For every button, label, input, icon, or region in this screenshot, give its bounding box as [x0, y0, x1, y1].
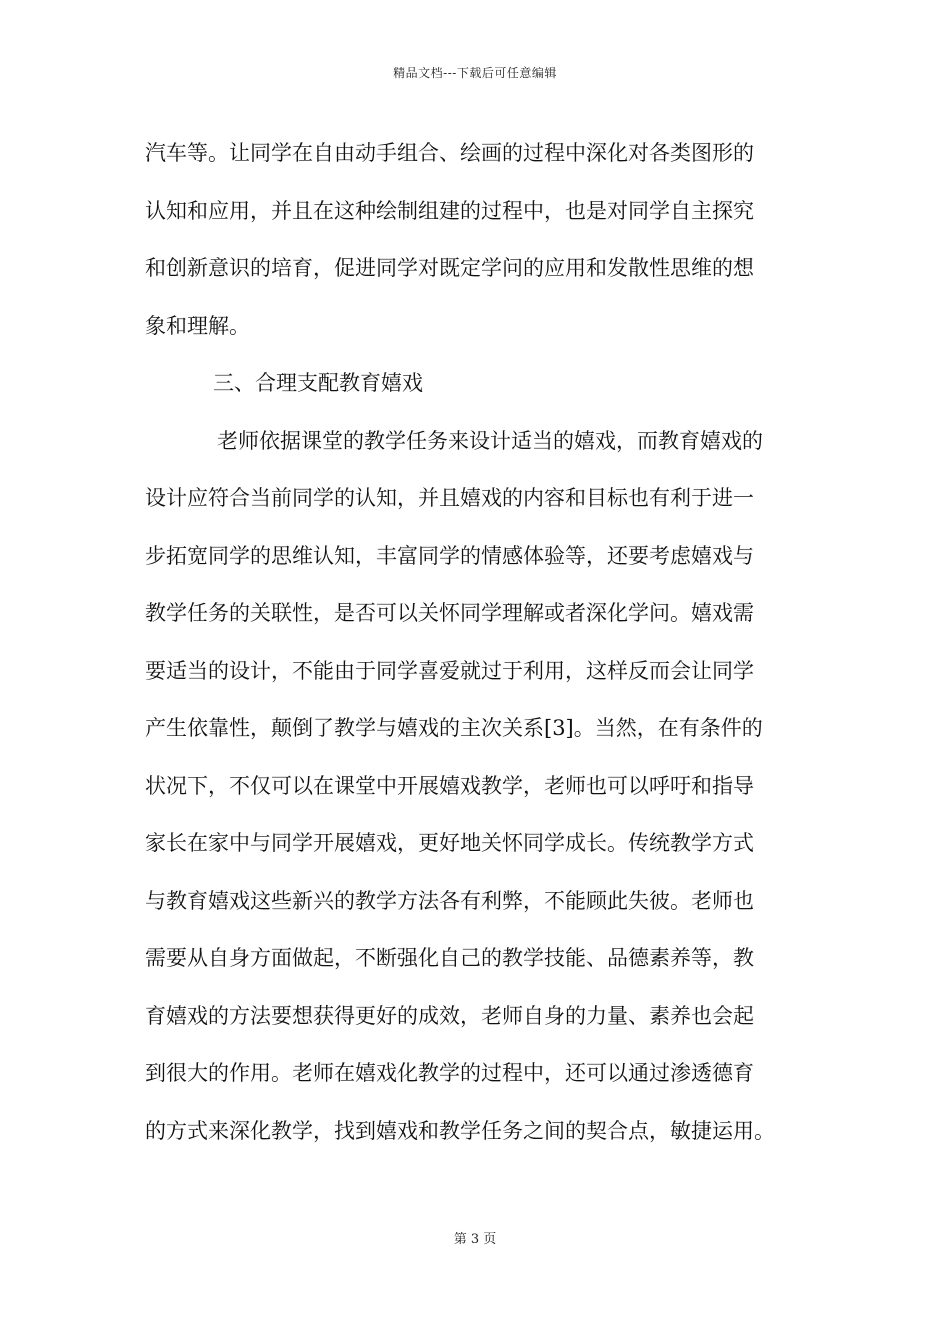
body-line: 步拓宽同学的思维认知，丰富同学的情感体验等，还要考虑嬉戏与 — [145, 543, 754, 568]
body-line: 的方式来深化教学，找到嬉戏和教学任务之间的契合点，敏捷运用。 — [145, 1118, 775, 1143]
body-line: 需要从自身方面做起，不断强化自己的教学技能、品德素养等，教 — [145, 946, 754, 970]
body-line: 认知和应用，并且在这种绘制组建的过程中，也是对同学自主探究 — [145, 198, 754, 223]
body-line: 家长在家中与同学开展嬉戏，更好地关怀同学成长。传统教学方式 — [145, 831, 754, 855]
body-line: 产生依靠性，颠倒了教学与嬉戏的主次关系[3]。当然，在有条件的 — [145, 716, 763, 740]
body-line: 和创新意识的培育，促进同学对既定学问的应用和发散性思维的想 — [145, 256, 754, 280]
page-header: 精品文档---下载后可任意编辑 — [393, 66, 557, 80]
section-heading: 三、合理支配教育嬉戏 — [213, 371, 423, 395]
paragraph-first-line: 老师依据课堂的教学任务来设计适当的嬉戏，而教育嬉戏的 — [217, 428, 763, 453]
body-line: 与教育嬉戏这些新兴的教学方法各有利弊，不能顾此失彼。老师也 — [145, 888, 754, 913]
body-line: 状况下，不仅可以在课堂中开展嬉戏教学，老师也可以呼吁和指导 — [145, 773, 754, 798]
body-line: 要适当的设计，不能由于同学喜爱就过于利用，这样反而会让同学 — [145, 658, 754, 683]
page-number: 第 3 页 — [453, 1232, 497, 1247]
body-line: 汽车等。让同学在自由动手组合、绘画的过程中深化对各类图形的 — [145, 141, 754, 165]
body-line: 教学任务的关联性，是否可以关怀同学理解或者深化学问。嬉戏需 — [145, 601, 754, 625]
body-line: 到很大的作用。老师在嬉戏化教学的过程中，还可以通过渗透德育 — [145, 1061, 754, 1085]
body-line: 育嬉戏的方法要想获得更好的成效，老师自身的力量、素养也会起 — [145, 1003, 754, 1028]
body-line: 设计应符合当前同学的认知，并且嬉戏的内容和目标也有利于进一 — [145, 486, 754, 510]
document-body — [145, 125, 809, 1160]
body-line: 象和理解。 — [145, 313, 250, 338]
